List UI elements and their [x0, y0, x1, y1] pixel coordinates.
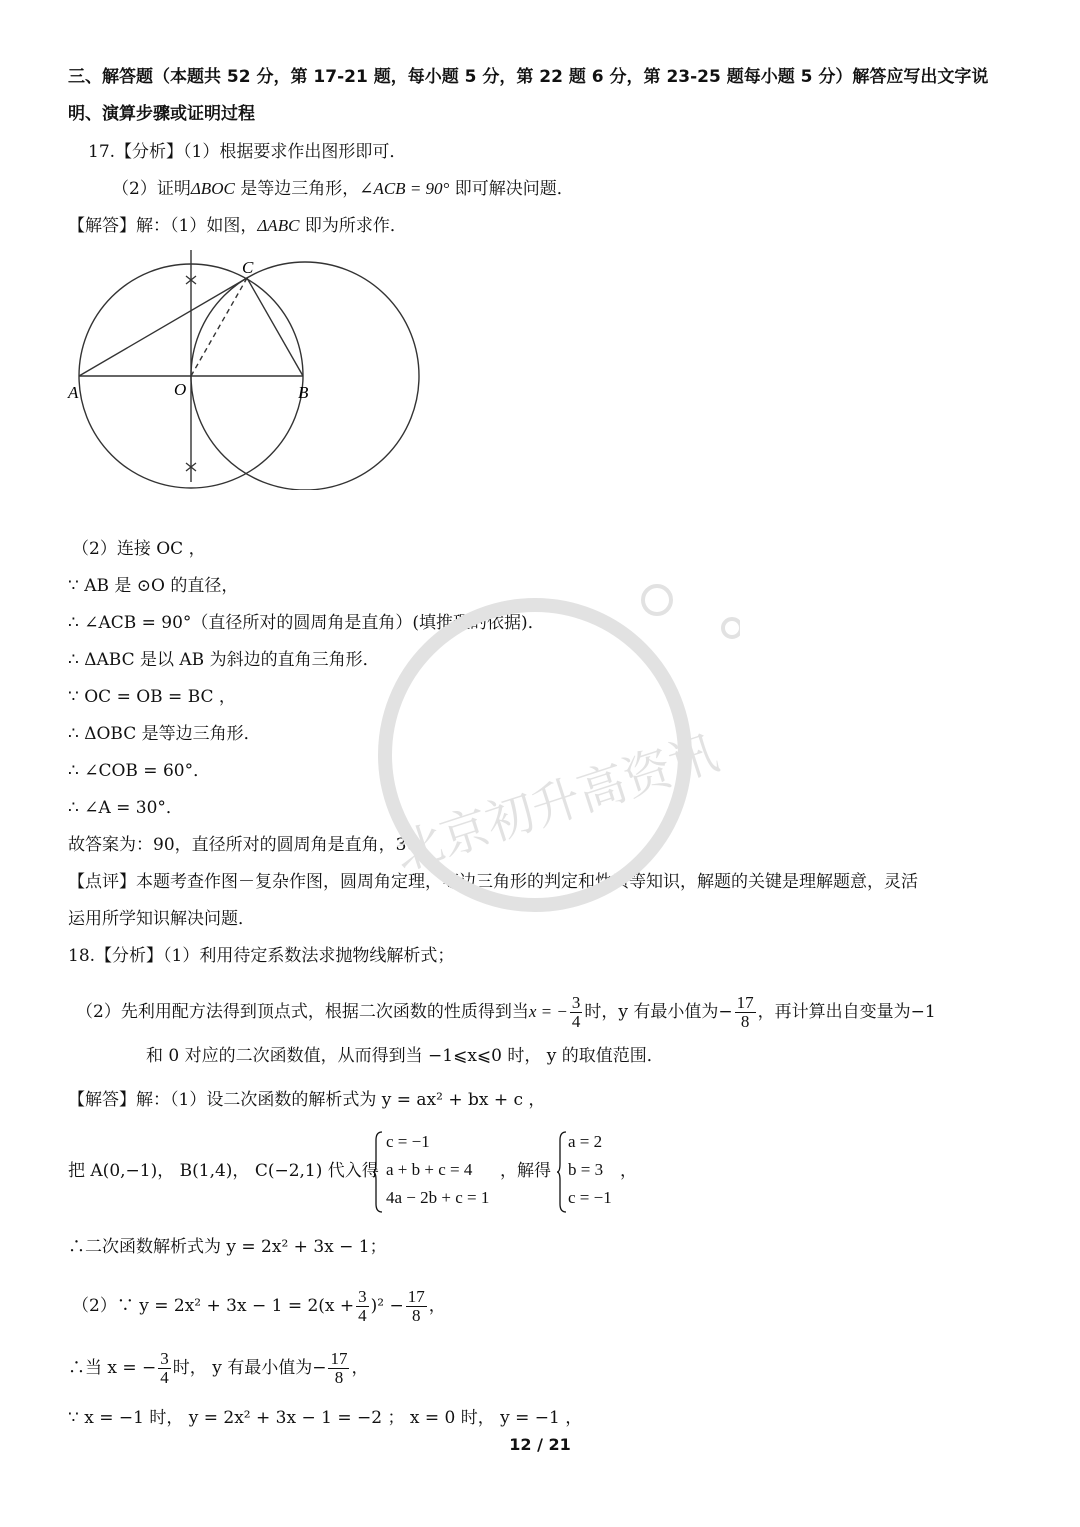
q18-solve-text: ，解得	[500, 1161, 551, 1181]
q18-comma: ，	[620, 1161, 637, 1181]
q17-solution-1: 【解答】解：（1）如图，ΔABC 即为所求作．	[68, 216, 407, 236]
fraction-3-4: $\frac{3}{4}$	[358, 1287, 367, 1325]
label-a: A	[68, 383, 79, 402]
fraction-3-4: $\frac{3}{4}$	[160, 1349, 169, 1387]
q18-analysis-2: （2）先利用配方法得到顶点式，根据二次函数的性质得到当x = − $\frac{3}{4}$ 时，y 有最小值为− $\frac{17}{8}$ ，再计算出自变量为−1	[76, 993, 936, 1031]
segment-oc	[191, 278, 247, 376]
q17-step: （2）连接 OC ，	[72, 539, 206, 559]
fraction-3-4: $\frac{3}{4}$	[571, 993, 581, 1031]
q17-step: ∴ ΔABC 是以 AB 为斜边的直角三角形．	[68, 650, 380, 670]
q18-part3: ∴当 x = − $\frac{3}{4}$ 时， y 有最小值为− $\frac{17}{8}$ ，	[68, 1349, 369, 1387]
page-number: 12 / 21	[509, 1435, 571, 1454]
brace-left-1	[372, 1130, 384, 1214]
q17-answer: 故答案为：90，直径所对的圆周角是直角，30．	[68, 835, 435, 855]
watermark-seal	[320, 580, 740, 920]
q17-step: ∴ ΔOBC 是等边三角形．	[68, 724, 261, 744]
label-b: B	[298, 383, 309, 402]
segment-ac	[79, 278, 247, 376]
brace-left-2	[556, 1130, 568, 1214]
segment-cb	[247, 278, 303, 376]
watermark-text: 北京初升高资讯	[387, 725, 725, 883]
label-c: C	[242, 258, 254, 277]
q17-review-2: 运用所学知识解决问题．	[68, 909, 255, 929]
fraction-17-8: $\frac{17}{8}$	[330, 1349, 348, 1387]
section-header-line1: 三、解答题（本题共 52 分，第 17-21 题，每小题 5 分，第 22 题 6 分，第 23-25 题每小题 5 分）解答应写出文字说	[68, 67, 989, 87]
q17-step: ∴ ∠ACB = 90°（直径所对的圆周角是直角）(填推理的依据)．	[68, 613, 545, 633]
q17-step: ∴ ∠COB = 60°．	[68, 761, 211, 781]
q17-step: ∵ OC = OB = BC ，	[68, 687, 236, 707]
q17-analysis-2: （2）证明ΔBOC 是等边三角形，∠ACB = 90° 即可解决问题．	[112, 179, 574, 199]
q17-analysis-1: 17.【分析】（1）根据要求作出图形即可．	[88, 142, 407, 162]
geometry-diagram	[60, 240, 440, 490]
label-o: O	[174, 380, 187, 399]
q17-step: ∴ ∠A = 30°．	[68, 798, 183, 818]
fraction-17-8: $\frac{17}{8}$	[736, 993, 754, 1031]
q18-result: ∴二次函数解析式为 y = 2x² + 3x − 1；	[68, 1237, 387, 1257]
section-header-line2: 明、演算步骤或证明过程	[68, 104, 255, 124]
q18-analysis-3: 和 0 对应的二次函数值，从而得到当 −1⩽x⩽0 时， y 的取值范围．	[146, 1046, 664, 1066]
q18-part2: （2）∵ y = 2x² + 3x − 1 = 2(x + $\frac{3}{4}$ )² − $\frac{17}{8}$ ，	[72, 1287, 446, 1325]
q17-review-1: 【点评】本题考查作图－复杂作图，圆周角定理，等边三角形的判定和性质等知识，解题的关键是理解题意，灵活	[68, 872, 918, 892]
system-solution: a = 2 b = 3 c = −1	[568, 1132, 612, 1207]
q18-substitution-text: 把 A(0,−1)， B(1,4)， C(−2,1) 代入得	[68, 1161, 379, 1181]
q18-solution-1: 【解答】解：（1）设二次函数的解析式为 y = ax² + bx + c ，	[68, 1090, 546, 1110]
q18-analysis-1: 18.【分析】（1）利用待定系数法求抛物线解析式；	[68, 946, 455, 966]
q18-last-line: ∵ x = −1 时， y = 2x² + 3x − 1 = −2 ； x = 0 时， y = −1 ，	[68, 1408, 583, 1428]
system-equations-1: c = −1 a + b + c = 4 4a − 2b + c = 1	[386, 1132, 490, 1207]
q17-step: ∵ AB 是 ⊙O 的直径，	[68, 576, 239, 596]
fraction-17-8: $\frac{17}{8}$	[407, 1287, 425, 1325]
